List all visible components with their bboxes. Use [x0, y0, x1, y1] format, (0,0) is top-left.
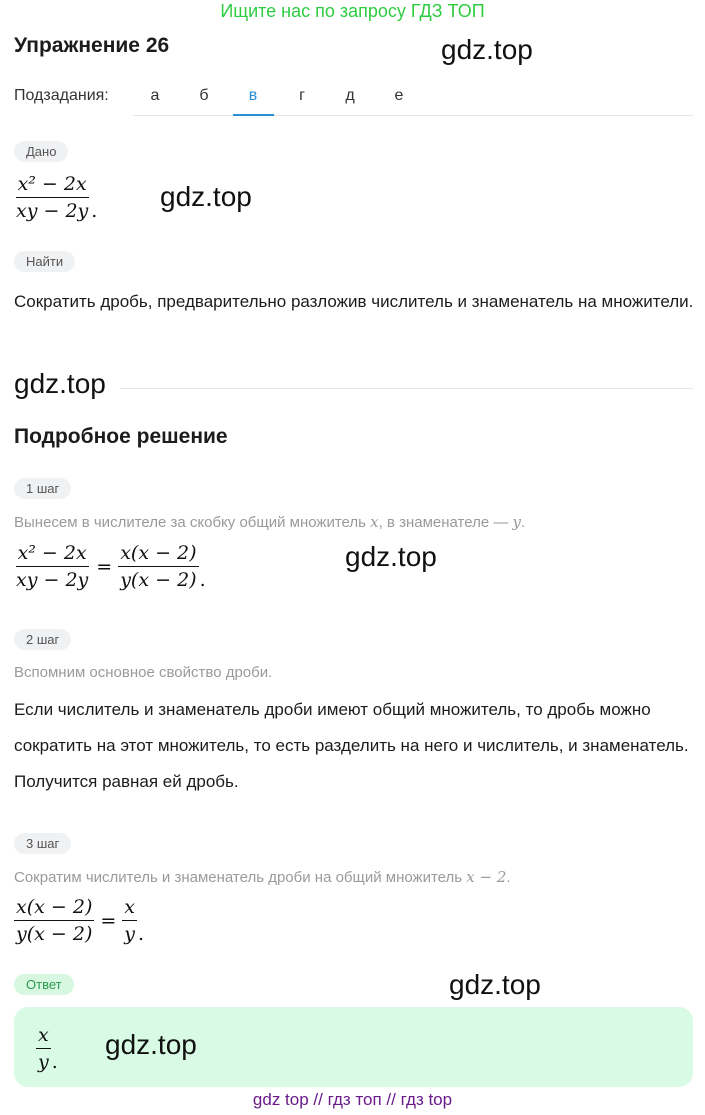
- step3-text-a: Сократим числитель и знаменатель дроби на общий множитель: [14, 869, 467, 886]
- tab-g[interactable]: г: [299, 87, 305, 104]
- solution-heading: Подробное решение: [14, 425, 228, 448]
- step1-rhs-numerator: x(x − 2): [118, 542, 198, 567]
- answer-numerator: x: [36, 1024, 51, 1049]
- find-badge: Найти: [14, 251, 75, 272]
- step1-lhs-numerator: x² − 2x: [16, 542, 89, 567]
- find-text: Сократить дробь, предварительно разложив числитель и знаменатель на множители.: [14, 292, 694, 311]
- step3-rhs-numerator: x: [122, 896, 137, 921]
- step3-lhs-numerator: x(x − 2): [14, 896, 94, 921]
- watermark: gdz.top: [105, 1029, 197, 1060]
- step3-rhs-denominator: y: [124, 923, 136, 945]
- section-divider: [120, 388, 693, 389]
- answer-badge: Ответ: [14, 974, 74, 995]
- step2-badge: 2 шаг: [14, 629, 71, 650]
- step1-lhs-denominator: xy − 2y: [16, 569, 89, 591]
- tabs-divider: [133, 115, 693, 116]
- tab-a[interactable]: а: [150, 87, 160, 104]
- step1-hint: [14, 513, 525, 531]
- active-tab-indicator: [233, 114, 274, 116]
- watermark: gdz.top: [441, 34, 533, 65]
- step1-equation: $\frac{\text{x² − 2x}}{xy - 2y}$ = $\frac{x(x - 2)}{y(x - 2)}$ .: [16, 542, 206, 591]
- answer-expression: $\frac{x}{y}$ .: [38, 1024, 58, 1073]
- given-denominator: xy − 2y: [16, 200, 89, 222]
- step1-badge: 1 шаг: [14, 478, 71, 499]
- step1-text-c: .: [520, 514, 526, 531]
- step2-text: Если числитель и знаменатель дроби имеют общий множитель, то дробь можно сократить на этот множитель, то есть разделить на него и числитель, и знаменатель. Получится равная ей дробь.: [14, 700, 689, 791]
- footer-links[interactable]: gdz top // гдз топ // гдз top: [252, 1090, 453, 1109]
- step3-lhs-denominator: y(x − 2): [16, 923, 93, 945]
- step3-badge: 3 шаг: [14, 833, 71, 854]
- tab-d[interactable]: д: [345, 87, 355, 104]
- top-banner[interactable]: Ищите нас по запросу ГДЗ ТОП: [220, 1, 485, 21]
- tab-b[interactable]: б: [199, 87, 209, 104]
- step3-hint: [14, 868, 511, 886]
- step3-equation: $\frac{x(x - 2)}{y(x - 2)}$ = $\frac{x}{y}$ .: [16, 896, 145, 945]
- step3-expr: x − 2: [466, 868, 507, 886]
- step3-text-c: .: [506, 869, 511, 886]
- watermark: gdz.top: [160, 181, 252, 212]
- given-numerator: x² − 2x: [16, 173, 89, 198]
- step1-text-b: , в знаменателе —: [378, 514, 513, 531]
- step1-var-y: y: [512, 513, 521, 531]
- answer-denominator: y: [38, 1051, 49, 1073]
- step2-hint: Вспомним основное свойство дроби.: [14, 664, 273, 681]
- given-expression: $\frac{\text{x² − 2x}}{xy - 2y}$ .: [16, 173, 98, 222]
- step1-text-a: Вынесем в числителе за скобку общий множитель: [14, 514, 371, 531]
- tab-e[interactable]: е: [394, 87, 404, 104]
- page-title: Упражнение 26: [14, 34, 170, 57]
- watermark: gdz.top: [449, 969, 541, 1000]
- watermark: gdz.top: [345, 541, 437, 572]
- subtasks-label: Подзадания:: [14, 87, 109, 104]
- step1-var-x: x: [370, 513, 379, 531]
- step1-rhs-denominator: y(x − 2): [120, 569, 197, 591]
- watermark: gdz.top: [14, 368, 106, 399]
- tab-v[interactable]: в: [248, 87, 258, 104]
- given-badge: Дано: [14, 141, 68, 162]
